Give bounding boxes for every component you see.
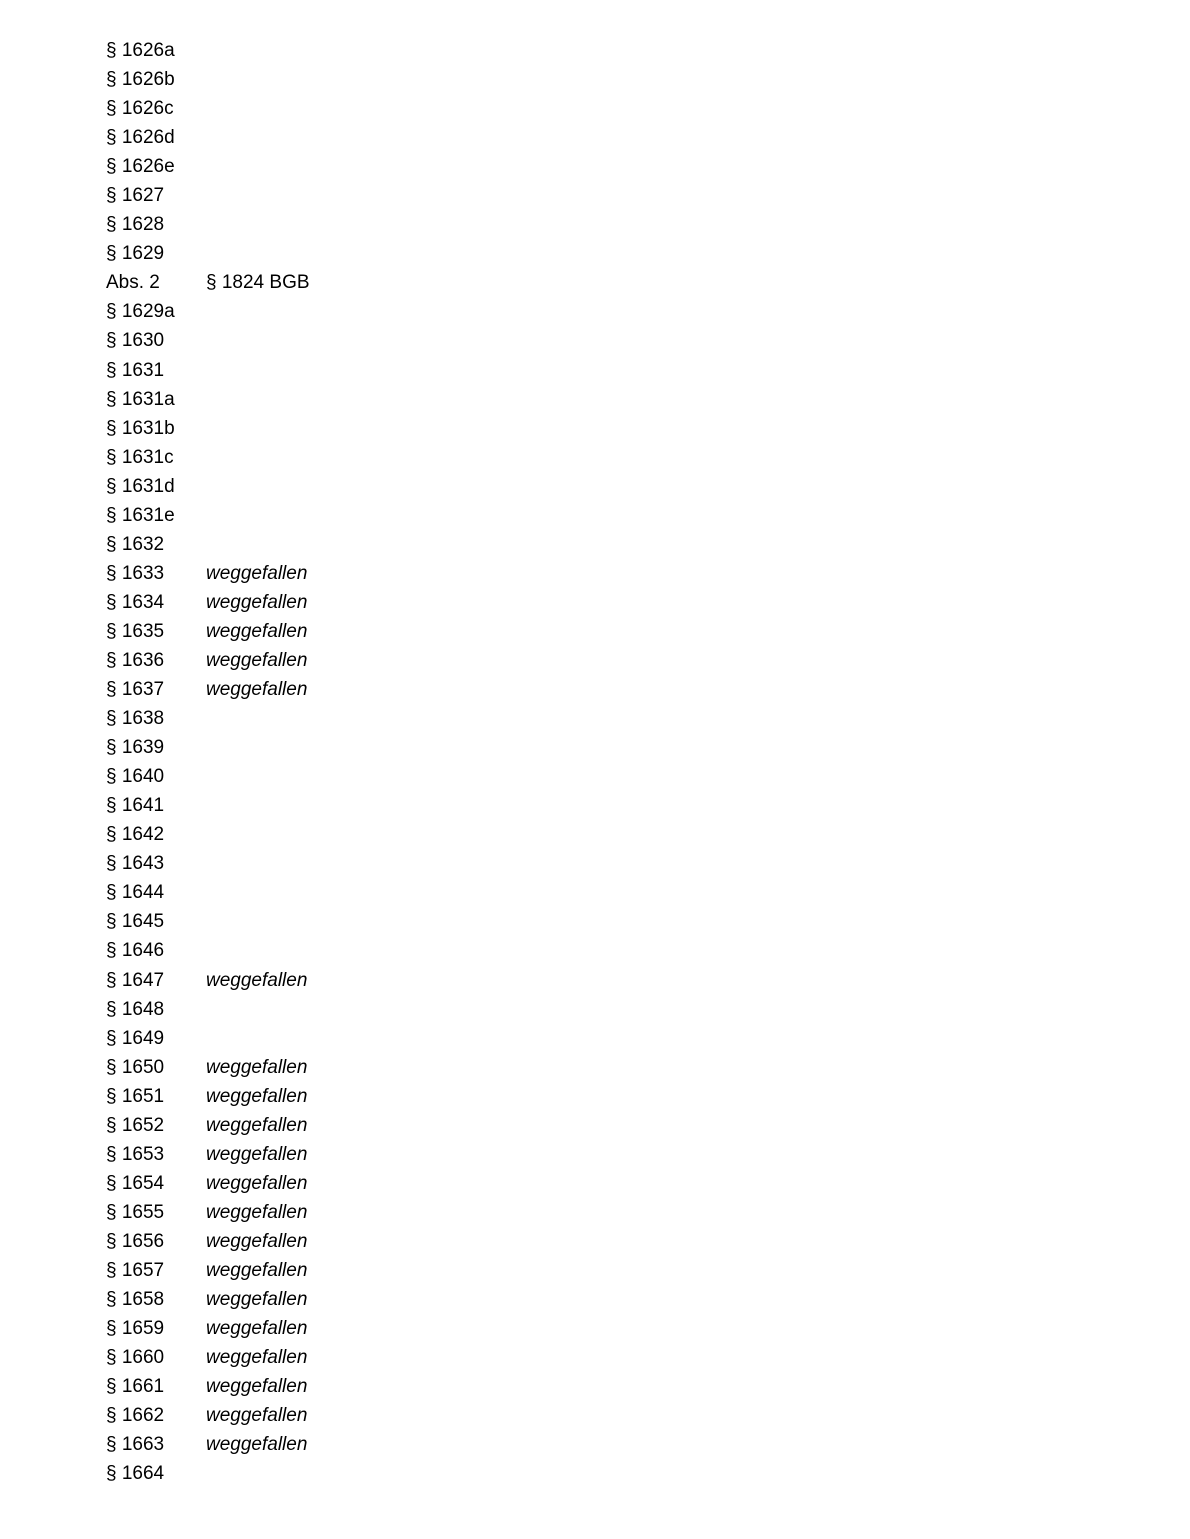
section-note: weggefallen — [206, 969, 308, 991]
section-number: § 1643 — [106, 853, 165, 875]
section-note: weggefallen — [206, 1318, 308, 1340]
list-item — [106, 239, 310, 268]
list-item — [106, 646, 310, 675]
list-item — [106, 1169, 310, 1198]
section-list — [106, 36, 310, 1488]
list-item — [106, 1140, 310, 1169]
section-number: § 1629a — [106, 301, 175, 323]
list-item — [106, 1082, 310, 1111]
section-note: weggefallen — [206, 620, 308, 642]
section-note: weggefallen — [206, 1172, 308, 1194]
list-item — [106, 849, 310, 878]
list-item — [106, 1459, 310, 1488]
section-number: § 1652 — [106, 1114, 165, 1136]
list-item — [106, 617, 310, 646]
list-item — [106, 675, 310, 704]
list-item — [106, 414, 310, 443]
section-number: § 1631b — [106, 417, 175, 439]
list-item — [106, 559, 310, 588]
section-number: § 1644 — [106, 882, 165, 904]
list-item — [106, 820, 310, 849]
list-item — [106, 1372, 310, 1401]
list-item — [106, 268, 310, 297]
list-item — [106, 1256, 310, 1285]
list-item — [106, 936, 310, 965]
section-note: weggefallen — [206, 1085, 308, 1107]
list-item — [106, 588, 310, 617]
section-number: § 1662 — [106, 1405, 165, 1427]
section-number: § 1654 — [106, 1172, 165, 1194]
section-number: § 1642 — [106, 824, 165, 846]
list-item — [106, 1227, 310, 1256]
section-number: § 1658 — [106, 1289, 165, 1311]
list-item — [106, 1401, 310, 1430]
list-item — [106, 995, 310, 1024]
section-number: § 1639 — [106, 737, 165, 759]
section-note: weggefallen — [206, 1405, 308, 1427]
section-number: § 1660 — [106, 1347, 165, 1369]
section-number: § 1647 — [106, 969, 165, 991]
section-number: § 1631e — [106, 504, 175, 526]
section-number: § 1628 — [106, 214, 165, 236]
list-item — [106, 1430, 310, 1459]
section-number: § 1631d — [106, 475, 175, 497]
section-number: § 1635 — [106, 620, 165, 642]
list-item — [106, 704, 310, 733]
section-number: § 1663 — [106, 1434, 165, 1456]
section-note: weggefallen — [206, 1347, 308, 1369]
section-number: § 1659 — [106, 1318, 165, 1340]
list-item — [106, 762, 310, 791]
list-item — [106, 1053, 310, 1082]
section-number: § 1646 — [106, 940, 165, 962]
section-note: weggefallen — [206, 1259, 308, 1281]
section-number: § 1631 — [106, 359, 165, 381]
list-item — [106, 1343, 310, 1372]
section-note: weggefallen — [206, 1201, 308, 1223]
list-item — [106, 326, 310, 355]
section-number: § 1661 — [106, 1376, 165, 1398]
list-item — [106, 907, 310, 936]
section-number: § 1626c — [106, 98, 174, 120]
section-note: § 1824 BGB — [206, 272, 310, 294]
section-number: § 1626d — [106, 127, 175, 149]
section-note: weggefallen — [206, 562, 308, 584]
section-note: weggefallen — [206, 1056, 308, 1078]
list-item — [106, 443, 310, 472]
section-number: § 1631c — [106, 446, 174, 468]
section-number: § 1626e — [106, 156, 175, 178]
section-number: § 1629 — [106, 243, 165, 265]
section-number: § 1651 — [106, 1085, 165, 1107]
list-item — [106, 181, 310, 210]
list-item — [106, 210, 310, 239]
section-number: § 1641 — [106, 795, 165, 817]
section-number: § 1638 — [106, 708, 165, 730]
section-number: § 1627 — [106, 185, 165, 207]
section-note: weggefallen — [206, 1114, 308, 1136]
section-note: weggefallen — [206, 1230, 308, 1252]
section-number: § 1664 — [106, 1463, 165, 1485]
section-number: § 1632 — [106, 533, 165, 555]
section-number: § 1640 — [106, 766, 165, 788]
list-item — [106, 530, 310, 559]
list-item — [106, 94, 310, 123]
section-number: § 1626b — [106, 69, 175, 91]
section-number: § 1657 — [106, 1259, 165, 1281]
section-note: weggefallen — [206, 679, 308, 701]
section-number: § 1649 — [106, 1027, 165, 1049]
section-number: § 1633 — [106, 562, 165, 584]
section-number: § 1630 — [106, 330, 165, 352]
section-note: weggefallen — [206, 1143, 308, 1165]
list-item — [106, 1285, 310, 1314]
list-item — [106, 1314, 310, 1343]
list-item — [106, 1024, 310, 1053]
list-item — [106, 1198, 310, 1227]
section-number: § 1653 — [106, 1143, 165, 1165]
section-number: § 1648 — [106, 998, 165, 1020]
list-item — [106, 878, 310, 907]
section-number: § 1626a — [106, 40, 175, 61]
list-item — [106, 966, 310, 995]
section-number: § 1631a — [106, 388, 175, 410]
section-number: § 1650 — [106, 1056, 165, 1078]
list-item — [106, 791, 310, 820]
section-number: § 1636 — [106, 649, 165, 671]
section-number: § 1637 — [106, 679, 165, 701]
section-number: Abs. 2 — [106, 272, 160, 294]
list-item — [106, 123, 310, 152]
list-item — [106, 152, 310, 181]
section-note: weggefallen — [206, 1289, 308, 1311]
list-item — [106, 385, 310, 414]
section-note: weggefallen — [206, 591, 308, 613]
section-note: weggefallen — [206, 1376, 308, 1398]
section-number: § 1645 — [106, 911, 165, 933]
section-number: § 1634 — [106, 591, 165, 613]
section-number: § 1656 — [106, 1230, 165, 1252]
section-note: weggefallen — [206, 1434, 308, 1456]
list-item — [106, 733, 310, 762]
list-item — [106, 356, 310, 385]
list-item — [106, 65, 310, 94]
list-item — [106, 36, 310, 65]
section-number: § 1655 — [106, 1201, 165, 1223]
list-item — [106, 501, 310, 530]
list-item — [106, 297, 310, 326]
section-note: weggefallen — [206, 649, 308, 671]
list-item — [106, 1111, 310, 1140]
list-item — [106, 472, 310, 501]
